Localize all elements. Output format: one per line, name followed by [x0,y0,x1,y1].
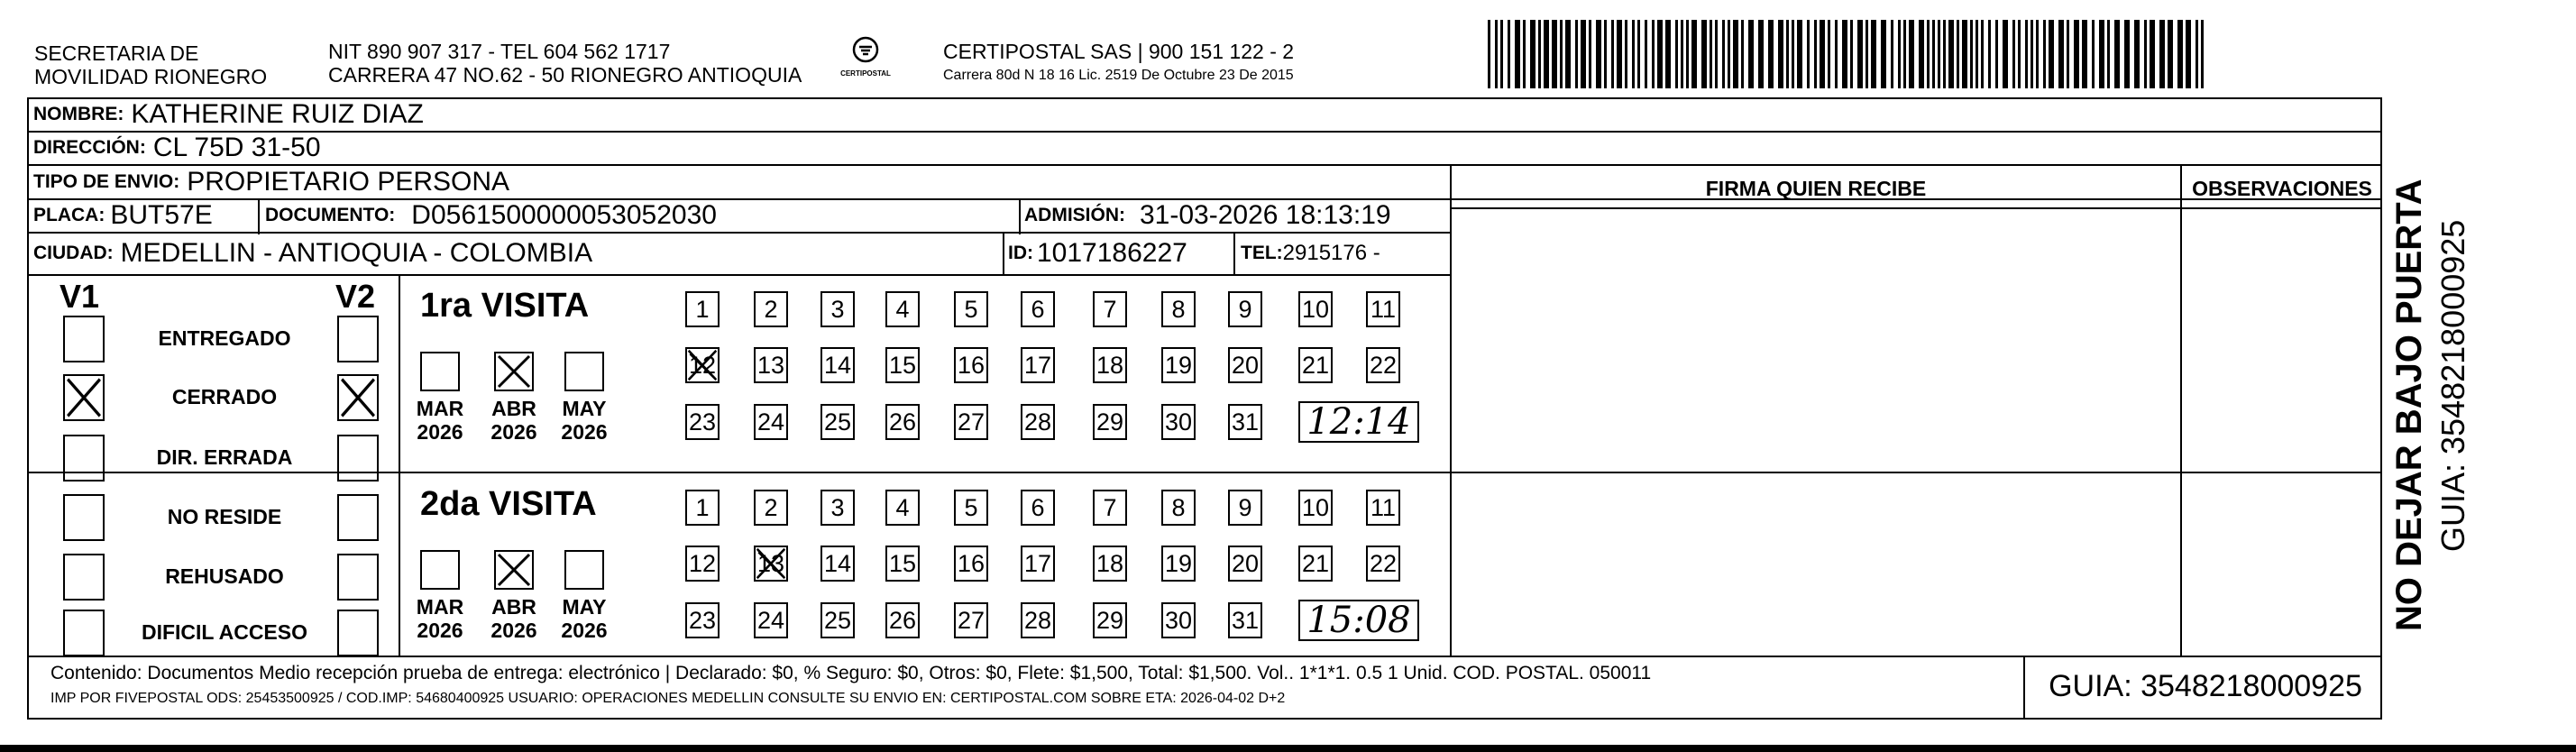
day-number: 7 [1103,493,1117,521]
day-number: 23 [688,606,717,634]
day-box[interactable] [754,490,788,526]
month-label [404,595,476,642]
day-box[interactable] [754,347,788,383]
day-box[interactable] [1161,404,1196,440]
day-box[interactable] [1021,347,1055,383]
month-year: 2026 [561,420,608,444]
tipo-value: PROPIETARIO PERSONA [187,167,510,197]
day-number: 18 [1095,351,1124,379]
day-number: 22 [1369,351,1398,379]
bottom-edge [0,745,2576,752]
day-box[interactable] [1021,602,1055,638]
day-number: 30 [1164,606,1193,634]
day-number: 6 [1031,295,1045,323]
day-box[interactable] [685,404,720,440]
month-label [548,595,620,642]
tel-label: TEL: [1241,243,1283,263]
day-number: 11 [1370,493,1397,521]
guia-box: GUIA: 3548218000925 [2049,669,2362,703]
day-number: 17 [1023,549,1052,577]
day-box[interactable] [1228,291,1262,327]
direccion-value: CL 75D 31-50 [152,133,321,162]
v1-checkbox[interactable] [63,374,105,421]
month-label [548,397,620,444]
status-option-label: DIR. ERRADA [156,445,293,469]
day-box[interactable] [685,490,720,526]
day-number: 29 [1095,408,1124,436]
admision-cell [1024,200,1391,231]
day-box[interactable] [685,347,720,383]
day-number: 9 [1238,295,1252,323]
day-box[interactable] [754,546,788,582]
day-number: 22 [1369,549,1398,577]
day-number: 30 [1164,408,1193,436]
id-cell [1008,238,1187,269]
month-checkbox[interactable] [494,352,534,391]
tipo-row [33,167,509,197]
firma-header: FIRMA QUIEN RECIBE [1705,177,1927,200]
day-number: 31 [1231,408,1260,436]
day-box[interactable] [1228,490,1262,526]
day-number: 13 [756,549,785,577]
placa-cell [33,200,213,231]
day-box[interactable] [1093,291,1127,327]
org-contact [328,40,802,87]
day-number: 19 [1164,351,1193,379]
day-number: 26 [888,408,917,436]
ciudad-cell [33,238,592,269]
day-box[interactable] [1093,404,1127,440]
visit-title: 1ra VISITA [420,287,590,325]
day-box[interactable] [1366,291,1400,327]
day-number: 15 [888,549,917,577]
day-number: 10 [1301,295,1330,323]
day-box[interactable] [1093,546,1127,582]
day-number: 24 [756,606,785,634]
content-line: Contenido: Documentos Medio recepción prueba de entrega: electrónico | Declarado: $0, % Seguro: $0, Otros: $0, Flete: $1,500, Total: $1,500. Vol.. 1*1*1. 0.5 1 Unid. COD. POSTAL. 050011 [50,663,1652,683]
day-number: 9 [1238,493,1252,521]
day-box[interactable] [885,347,920,383]
day-number: 24 [756,408,785,436]
day-box[interactable] [1021,490,1055,526]
day-number: 21 [1301,351,1330,379]
tipo-label: TIPO DE ENVIO: [33,171,180,192]
day-number: 7 [1103,295,1117,323]
observaciones-area[interactable] [2184,211,2380,653]
firma-area[interactable] [1453,211,2178,653]
day-number: 20 [1231,549,1260,577]
month-checkbox[interactable] [494,550,534,590]
ciudad-value: MEDELLIN - ANTIOQUIA - COLOMBIA [120,238,593,268]
v1-checkbox[interactable] [63,435,105,481]
day-number: 12 [688,351,717,379]
day-box[interactable] [754,602,788,638]
month-name: ABR [491,397,536,420]
day-number: 27 [957,408,985,436]
day-box[interactable] [820,490,855,526]
month-name: MAY [562,397,607,420]
day-number: 12 [688,549,717,577]
day-number: 10 [1301,493,1330,521]
no-dejar-bajo-puerta: NO DEJAR BAJO PUERTA [2389,179,2429,631]
day-box[interactable] [1021,546,1055,582]
day-box[interactable] [685,291,720,327]
day-box[interactable] [685,602,720,638]
day-box[interactable] [1161,546,1196,582]
day-number: 4 [895,295,910,323]
day-number: 17 [1023,351,1052,379]
month-checkbox[interactable] [564,352,604,391]
day-box[interactable] [820,291,855,327]
day-box[interactable] [1161,490,1196,526]
v1-checkbox[interactable] [63,554,105,601]
day-box[interactable] [954,602,988,638]
documento-cell [265,200,717,231]
day-number: 2 [764,295,778,323]
v1-header: V1 [60,278,100,315]
v2-checkbox[interactable] [337,494,379,541]
nombre-row [33,99,424,130]
day-number: 11 [1370,295,1397,323]
day-number: 1 [695,295,710,323]
day-box[interactable] [1366,347,1400,383]
day-number: 8 [1171,493,1186,521]
day-box[interactable] [820,602,855,638]
day-box[interactable] [954,347,988,383]
day-box[interactable] [1366,546,1400,582]
day-number: 5 [964,295,978,323]
day-box[interactable] [1298,347,1333,383]
day-box[interactable] [954,490,988,526]
admision-label: ADMISIÓN: [1024,205,1125,225]
logo-text: CERTIPOSTAL [840,69,891,78]
day-number: 5 [964,493,978,521]
status-option-label: ENTREGADO [158,326,291,350]
id-value: 1017186227 [1037,238,1187,268]
day-box[interactable] [1298,546,1333,582]
day-number: 27 [957,606,985,634]
side-guia: GUIA: 3548218000925 [2434,219,2471,552]
day-number: 18 [1095,549,1124,577]
day-box[interactable] [1021,404,1055,440]
v1-checkbox[interactable] [63,316,105,362]
day-number: 16 [957,351,985,379]
carrier-line: CERTIPOSTAL SAS | 900 151 122 - 2 [943,40,1295,63]
day-box[interactable] [1021,291,1055,327]
address-line: CARRERA 47 NO.62 - 50 RIONEGRO ANTIOQUIA [328,63,802,87]
day-number: 14 [823,351,852,379]
day-box[interactable] [954,291,988,327]
day-number: 21 [1301,549,1330,577]
month-year: 2026 [417,420,463,444]
status-option-label: DIFICIL ACCESO [141,620,307,644]
day-number: 2 [764,493,778,521]
documento-value: D0561500000053052030 [411,200,717,230]
month-name: MAR [416,595,464,619]
barcode [1488,16,2209,90]
certipostal-logo [832,36,899,87]
day-box[interactable] [1093,347,1127,383]
observaciones-header: OBSERVACIONES [2192,177,2372,200]
day-box[interactable] [1228,602,1262,638]
v2-checkbox[interactable] [337,374,379,421]
day-number: 15 [888,351,917,379]
day-box[interactable] [820,347,855,383]
carrier-info [943,40,1294,85]
nit-line: NIT 890 907 317 - TEL 604 562 1717 [328,40,671,63]
day-box[interactable] [1161,347,1196,383]
tel-cell [1241,238,1380,269]
month-checkbox[interactable] [564,550,604,590]
documento-label: DOCUMENTO: [265,205,396,225]
day-number: 13 [756,351,785,379]
day-box[interactable] [885,291,920,327]
month-label [404,397,476,444]
day-box[interactable] [754,404,788,440]
month-label [478,397,550,444]
day-number: 6 [1031,493,1045,521]
day-box[interactable] [1093,602,1127,638]
org-name [34,41,267,88]
day-box[interactable] [1161,602,1196,638]
visit-time: 15:08 [1298,600,1419,641]
month-name: MAR [416,397,464,420]
month-checkbox[interactable] [420,352,460,391]
month-name: MAY [562,595,607,619]
day-box[interactable] [1093,490,1127,526]
placa-value: BUT57E [110,200,213,230]
visit-title: 2da VISITA [420,485,597,523]
day-box[interactable] [1228,347,1262,383]
day-number: 3 [830,493,845,521]
org-line-2: MOVILIDAD RIONEGRO [34,65,268,88]
v2-checkbox[interactable] [337,435,379,481]
day-box[interactable] [954,404,988,440]
day-number: 19 [1164,549,1193,577]
day-box[interactable] [885,602,920,638]
month-year: 2026 [417,619,463,642]
day-box[interactable] [1298,490,1333,526]
id-label: ID: [1008,243,1033,263]
v2-checkbox[interactable] [337,554,379,601]
day-box[interactable] [885,490,920,526]
day-number: 3 [830,295,845,323]
v1-checkbox[interactable] [63,494,105,541]
tel-value: 2915176 - [1282,241,1380,265]
day-number: 16 [957,549,985,577]
day-box[interactable] [1161,291,1196,327]
day-number: 4 [895,493,910,521]
day-number: 31 [1231,606,1260,634]
month-checkbox[interactable] [420,550,460,590]
day-number: 25 [823,408,852,436]
placa-label: PLACA: [33,205,105,225]
day-number: 1 [695,493,710,521]
day-number: 8 [1171,295,1186,323]
day-number: 26 [888,606,917,634]
license-line: Carrera 80d N 18 16 Lic. 2519 De Octubre 23 De 2015 [943,68,1294,83]
day-box[interactable] [820,404,855,440]
v1-checkbox[interactable] [63,610,105,656]
v2-header: V2 [335,278,376,315]
admision-value: 31-03-2026 18:13:19 [1140,200,1391,230]
status-option-label: CERRADO [171,385,278,408]
v2-checkbox[interactable] [337,316,379,362]
imp-line: IMP POR FIVEPOSTAL ODS: 25453500925 / COD.IMP: 54680400925 USUARIO: OPERACIONES MEDELLIN CONSULTE SU ENVIO EN: CERTIPOSTAL.COM SOBRE ETA: 2026-04-02 D+2 [50,691,1286,706]
status-option-label: REHUSADO [165,564,284,588]
day-box[interactable] [1298,291,1333,327]
month-year: 2026 [490,619,537,642]
month-year: 2026 [490,420,537,444]
v2-checkbox[interactable] [337,610,379,656]
day-number: 20 [1231,351,1260,379]
day-number: 25 [823,606,852,634]
month-year: 2026 [561,619,608,642]
nombre-value: KATHERINE RUIZ DIAZ [131,99,424,129]
day-number: 28 [1023,408,1052,436]
day-number: 29 [1095,606,1124,634]
day-box[interactable] [1228,404,1262,440]
status-option-label: NO RESIDE [167,505,282,528]
direccion-row [33,133,321,163]
day-box[interactable] [820,546,855,582]
day-number: 28 [1023,606,1052,634]
month-label [478,595,550,642]
day-box[interactable] [754,291,788,327]
day-box[interactable] [1366,490,1400,526]
day-box[interactable] [954,546,988,582]
direccion-label: DIRECCIÓN: [33,137,146,158]
day-number: 23 [688,408,717,436]
day-box[interactable] [685,546,720,582]
visit-time: 12:14 [1298,401,1419,443]
day-box[interactable] [885,546,920,582]
month-name: ABR [491,595,536,619]
ciudad-label: CIUDAD: [33,243,114,263]
logo-icon [850,36,881,63]
day-number: 14 [823,549,852,577]
day-box[interactable] [1228,546,1262,582]
day-box[interactable] [885,404,920,440]
nombre-label: NOMBRE: [33,104,124,124]
org-line-1: SECRETARIA DE [34,41,199,65]
